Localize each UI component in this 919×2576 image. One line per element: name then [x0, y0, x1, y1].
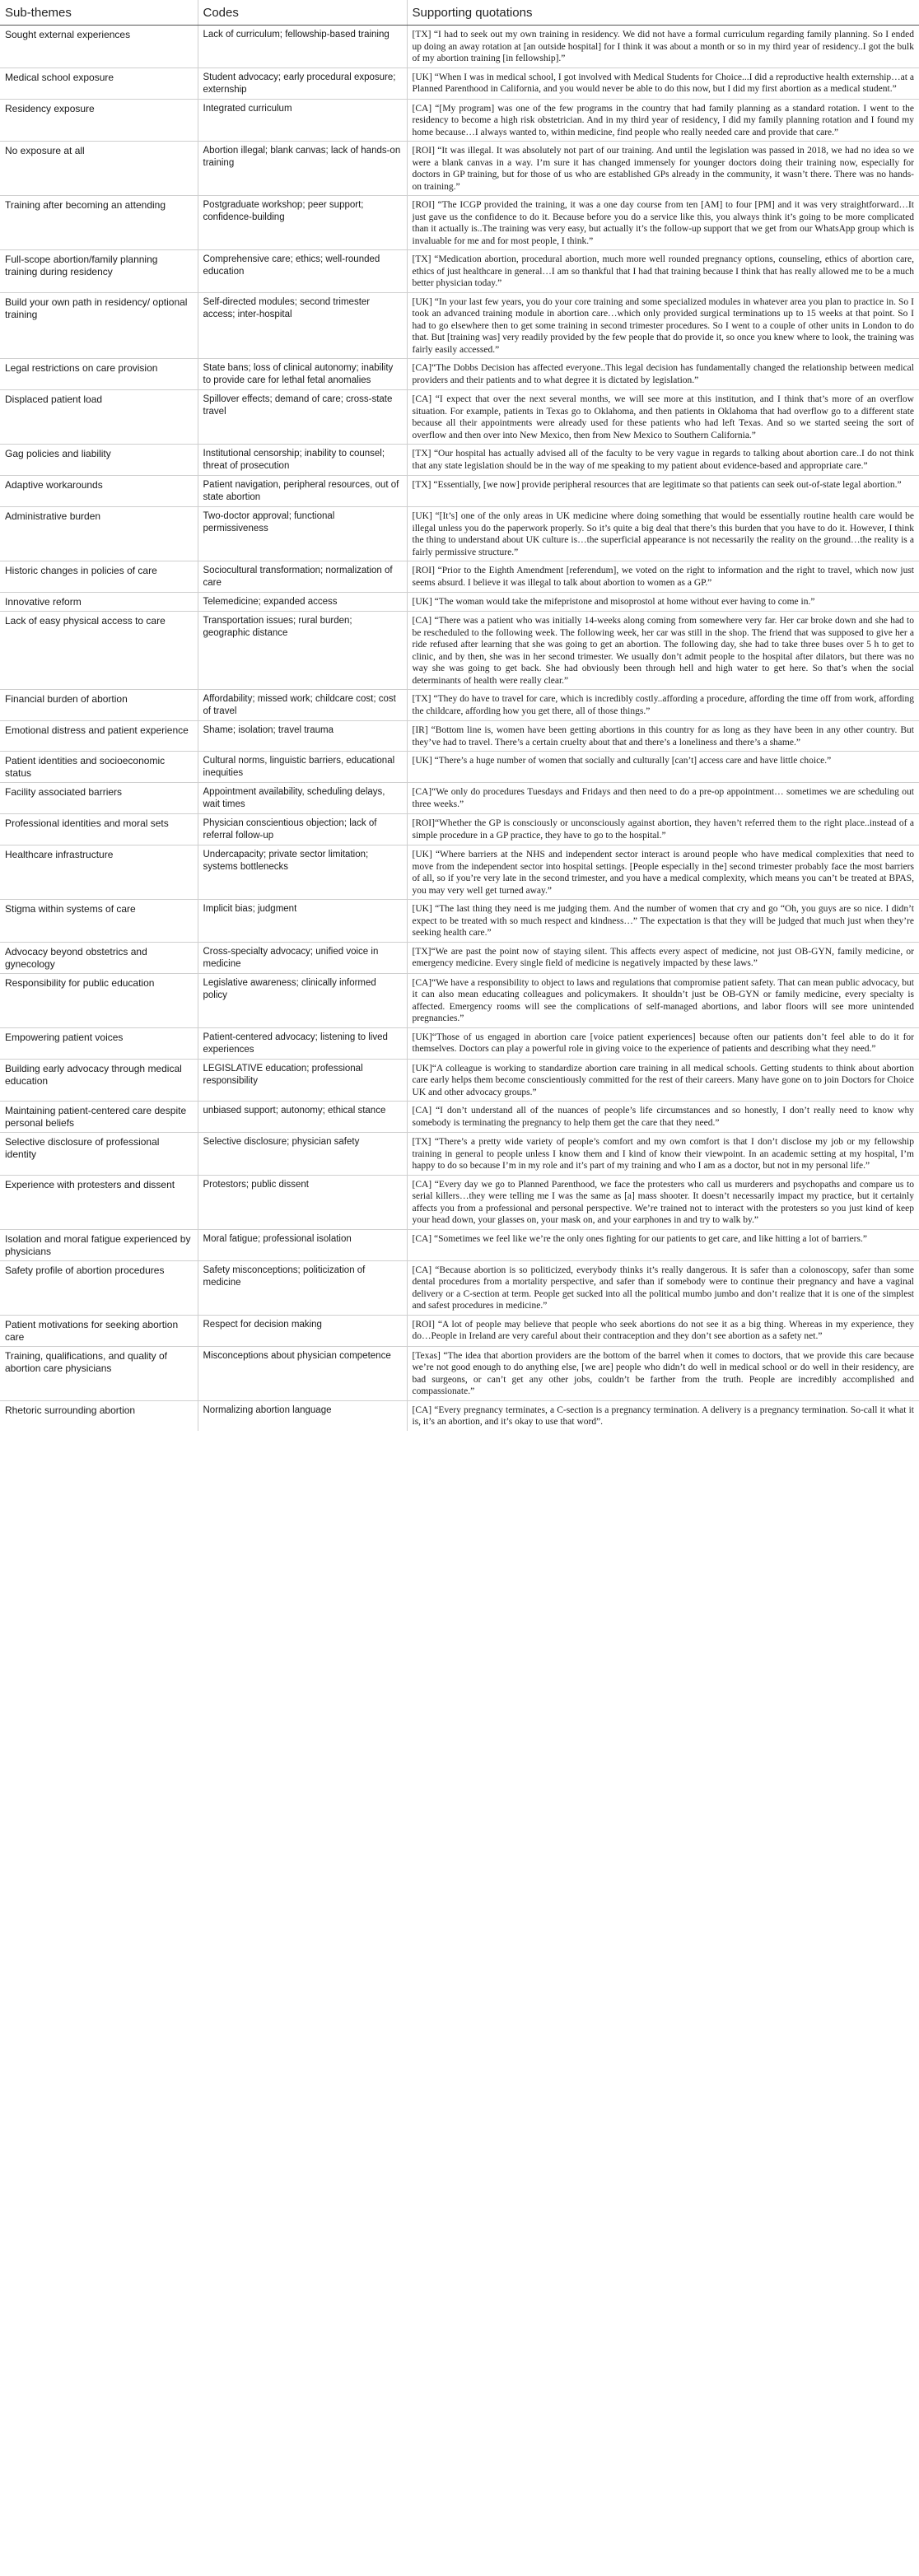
codes-cell: State bans; loss of clinical autonomy; inability to provide care for lethal fetal anomalies	[198, 359, 407, 390]
quotation-cell: [ROI]“Whether the GP is consciously or unconsciously against abortion, they haven’t referred them to the right place..instead of a simple procedure in a GP practice, they have to go to the hospital.”	[407, 814, 919, 845]
codes-cell: Normalizing abortion language	[198, 1400, 407, 1431]
quotation-cell: [CA] “Because abortion is so politicized, everybody thinks it’s really dangerous. It is safer than a colonoscopy, safer than some dental procedures from a mortality perspective, and safer than if somebody were to continue their pregnancy and have a vaginal delivery or a C-section at term. People get sucked into all the political mumbo jumbo and don’t realize that it is one of the simplest and safest procedures in medicine.”	[407, 1260, 919, 1315]
quotation-cell: [TX] “Our hospital has actually advised all of the faculty to be very vague in regards to talking about abortion care..I do not think that any state legislation should be in the way of me speaking to my patient about evidence-based and appropriate care.”	[407, 445, 919, 476]
codes-cell: LEGISLATIVE education; professional responsibility	[198, 1059, 407, 1102]
sub-theme-cell: Emotional distress and patient experience	[0, 721, 198, 752]
table-row	[0, 359, 919, 390]
quotation-cell: [UK] “When I was in medical school, I got involved with Medical Students for Choice...I did a reproductive health externship…at a Planned Parenthood in California, and you would never be able to do this now, but I did my first abortion as a medical student.”	[407, 68, 919, 99]
table-row	[0, 561, 919, 593]
table-row	[0, 721, 919, 752]
table-row	[0, 973, 919, 1027]
table-row	[0, 752, 919, 783]
quotation-cell: [TX]“We are past the point now of staying silent. This affects every aspect of medicine, not just OB-GYN, family medicine, or emergency medicine. Every single field of medicine is negatively impacted by these laws.”	[407, 942, 919, 973]
sub-theme-cell: Building early advocacy through medical education	[0, 1059, 198, 1102]
codes-cell: Protestors; public dissent	[198, 1175, 407, 1229]
sub-theme-cell: Lack of easy physical access to care	[0, 612, 198, 690]
sub-theme-cell: Administrative burden	[0, 507, 198, 561]
sub-theme-cell: Patient motivations for seeking abortion care	[0, 1315, 198, 1346]
sub-theme-cell: Stigma within systems of care	[0, 900, 198, 943]
table-row	[0, 1102, 919, 1133]
quotation-cell: [UK] “Where barriers at the NHS and independent sector interact is around people who have medical complexities that need to move from the independent sector into hospital settings. [People especially in the] second trimester probably face the most barriers of all, so if you’re very late in the second trimester, and you have a medical complexity, which means you can’t be treated at BPAS, you may very well get turned away.”	[407, 845, 919, 900]
codes-cell: Shame; isolation; travel trauma	[198, 721, 407, 752]
table-row	[0, 814, 919, 845]
quotation-cell: [UK] “[It’s] one of the only areas in UK medicine where doing something that would be essentially routine health care would be illegal unless you do the paperwork properly. So it’s quite a big deal that there’s this burden that you have to do it. However, I think the thing to understand about UK culture is…the superficial appearance is not necessarily the reality on the ground…the reality is a fairly permissive structure.”	[407, 507, 919, 561]
codes-cell: Integrated curriculum	[198, 99, 407, 142]
sub-theme-cell: Displaced patient load	[0, 390, 198, 445]
header-supporting-quotations: Supporting quotations	[407, 0, 919, 26]
sub-theme-cell: Selective disclosure of professional identity	[0, 1133, 198, 1176]
table-row	[0, 1315, 919, 1346]
sub-theme-cell: Full-scope abortion/family planning training during residency	[0, 250, 198, 293]
quotation-cell: [CA] “I don’t understand all of the nuances of people’s life circumstances and so honestly, I don’t really need to know why somebody is terminating the pregnancy to help them get the care that they need.”	[407, 1102, 919, 1133]
codes-cell: Patient navigation, peripheral resources, out of state abortion	[198, 476, 407, 507]
quotation-cell: [UK] “In your last few years, you do your core training and some specialized modules in whatever area you plan to practice in. So I took an advanced training module in abortion care…which only provided surgical terminations up to 15 weeks at that point. So I had to go elsewhere then to get some training in second trimester procedures. So I went to a couple of other units in London to do that. But [training was] very readily provided by the few people that do provide it, so once you knew where to look, the training was fairly easily accessed.”	[407, 292, 919, 359]
sub-theme-cell: Medical school exposure	[0, 68, 198, 99]
table-row	[0, 390, 919, 445]
table-row	[0, 292, 919, 359]
table-row	[0, 612, 919, 690]
quotation-cell: [CA] “Sometimes we feel like we’re the only ones fighting for our patients to get care, and like hitting a lot of barriers.”	[407, 1229, 919, 1260]
sub-theme-cell: Training, qualifications, and quality of abortion care physicians	[0, 1346, 198, 1400]
sub-theme-cell: Financial burden of abortion	[0, 690, 198, 721]
table-row	[0, 476, 919, 507]
codes-cell: Transportation issues; rural burden; geographic distance	[198, 612, 407, 690]
quotation-cell: [ROI] “It was illegal. It was absolutely not part of our training. And until the legislation was passed in 2018, we had no idea so we were a blank canvas in a way. I’m sure it has changed immensely for younger doctors doing their training now, especially for doctors in GP training, but for those of us who are established GPs already in the community, it wasn’t there. There was no hands-on training.”	[407, 142, 919, 196]
codes-cell: Comprehensive care; ethics; well-rounded education	[198, 250, 407, 293]
quotation-cell: [UK] “The last thing they need is me judging them. And the number of women that cry and go “Oh, you guys are so nice. I didn’t expect to be treated with so much respect and kindness…” The expectation is that they will be judged that much just when they’re seeking health care.”	[407, 900, 919, 943]
table-row	[0, 845, 919, 900]
quotation-cell: [UK]“Those of us engaged in abortion care [voice patient experiences] because often our patients don’t feel able to do it for themselves. Doctors can play a powerful role in giving voice to the experience of patients and describing what they need.”	[407, 1027, 919, 1059]
codes-cell: Cultural norms, linguistic barriers, educational inequities	[198, 752, 407, 783]
table-body	[0, 26, 919, 1431]
sub-theme-cell: Advocacy beyond obstetrics and gynecology	[0, 942, 198, 973]
quotation-cell: [TX] “Essentially, [we now] provide peripheral resources that are legitimate so that patients can seek out-of-state legal abortion.”	[407, 476, 919, 507]
sub-theme-cell: Maintaining patient-centered care despite personal beliefs	[0, 1102, 198, 1133]
quotation-cell: [CA] “There was a patient who was initially 14-weeks along coming from somewhere very far. Her car broke down and she had to be rescheduled to the following week. The following week, her car was still in the shop. The friend that was supposed to give her a ride refused after learning that she was going to get an abortion. The following day, she had to take three buses over 5 h to get to clinic, and by then, she was in her second trimester. We usually don’t admit people to the hospital after dilators, but there was no way she was going to get back. She had obviously been through hell and high water to get here. So that’s when the social determinants of health were really clear.”	[407, 612, 919, 690]
codes-cell: Sociocultural transformation; normalization of care	[198, 561, 407, 593]
codes-cell: Misconceptions about physician competence	[198, 1346, 407, 1400]
codes-cell: Postgraduate workshop; peer support; confidence-building	[198, 196, 407, 250]
codes-cell: Lack of curriculum; fellowship-based training	[198, 26, 407, 68]
codes-cell: Physician conscientious objection; lack of referral follow-up	[198, 814, 407, 845]
quotation-cell: [CA]“We only do procedures Tuesdays and Fridays and then need to do a pre-op appointment… sometimes we are scheduling out three weeks.”	[407, 783, 919, 814]
quotation-cell: [UK]“A colleague is working to standardize abortion care training in all medical schools. Getting students to think about abortion care early helps them become conscientiously committed for the rest of their careers. Many have gone on to join Doctors for Choice UK and other advocacy groups.”	[407, 1059, 919, 1102]
table-row	[0, 1346, 919, 1400]
table-row	[0, 593, 919, 612]
header-codes: Codes	[198, 0, 407, 26]
table-row	[0, 99, 919, 142]
codes-cell: Undercapacity; private sector limitation; systems bottlenecks	[198, 845, 407, 900]
quotation-cell: [CA] “Every day we go to Planned Parenthood, we face the protesters who call us murderers and psychopaths and compare us to serial killers…they were telling me I was the same as [a] mass shooter. It doesn’t necessarily impact my practice, but it certainly affects you from a professional and personal perspective. We’re trained not to interact with the protesters so you just kind of keep your head down, your glasses on, your mask on, and your earphones in and try to walk by.”	[407, 1175, 919, 1229]
table-row	[0, 1400, 919, 1431]
codes-cell: Affordability; missed work; childcare cost; cost of travel	[198, 690, 407, 721]
quotation-cell: [UK] “The woman would take the mifepristone and misoprostol at home without ever having to come in.”	[407, 593, 919, 612]
quotation-cell: [TX] “I had to seek out my own training in residency. We did not have a formal curriculum regarding family planning. So I ended up doing an away rotation at [an outside hospital] for I think it was about a month or so in my third year of residency..I got the bulk of my abortion training [in fellowship].”	[407, 26, 919, 68]
sub-theme-cell: Legal restrictions on care provision	[0, 359, 198, 390]
sub-theme-cell: Responsibility for public education	[0, 973, 198, 1027]
table-row	[0, 445, 919, 476]
table-row	[0, 1175, 919, 1229]
table-row	[0, 1133, 919, 1176]
codes-cell: Institutional censorship; inability to counsel; threat of prosecution	[198, 445, 407, 476]
codes-cell: Respect for decision making	[198, 1315, 407, 1346]
sub-theme-cell: Experience with protesters and dissent	[0, 1175, 198, 1229]
table-row	[0, 1059, 919, 1102]
quotation-cell: [TX] “They do have to travel for care, which is incredibly costly..affording a procedure, affording the time off from work, affording the childcare, affording how you get there, all of those things.”	[407, 690, 919, 721]
sub-theme-cell: Residency exposure	[0, 99, 198, 142]
table-row	[0, 690, 919, 721]
sub-theme-cell: Sought external experiences	[0, 26, 198, 68]
quotation-cell: [UK] “There’s a huge number of women that socially and culturally [can’t] access care and have little choice.”	[407, 752, 919, 783]
sub-theme-cell: Gag policies and liability	[0, 445, 198, 476]
codes-cell: Legislative awareness; clinically informed policy	[198, 973, 407, 1027]
sub-theme-cell: Historic changes in policies of care	[0, 561, 198, 593]
quotation-cell: [IR] “Bottom line is, women have been getting abortions in this country for as long as they have been in any other country. But they’ve had to travel. There’s a certain cruelty about that and there’s a loneliness and there’s a shame.”	[407, 721, 919, 752]
quotation-cell: [CA]“We have a responsibility to object to laws and regulations that compromise patient safety. That can mean public advocacy, but it can also mean educating colleagues and policymakers. It shouldn’t just be OB-GYN or family medicine, every specialty is affected. Emergency rooms will see the complications of self-managed abortions, and labor floors will see more unintended pregnancies.”	[407, 973, 919, 1027]
quotation-cell: [CA] “[My program] was one of the few programs in the country that had family planning as a standard rotation. I went to the residency to become a high risk obstetrician. And in my third year of residency, I did my family planning rotation and I found my home because…I always wanted to, within medicine, find people who really needed care and provide that care.”	[407, 99, 919, 142]
quotation-cell: [CA]“The Dobbs Decision has affected everyone..This legal decision has fundamentally changed the relationship between medical providers and their patients and to what degree it is dictated by legislation.”	[407, 359, 919, 390]
sub-theme-cell: Professional identities and moral sets	[0, 814, 198, 845]
table-row	[0, 900, 919, 943]
codes-cell: Two-doctor approval; functional permissiveness	[198, 507, 407, 561]
codes-cell: Appointment availability, scheduling delays, wait times	[198, 783, 407, 814]
codes-cell: Telemedicine; expanded access	[198, 593, 407, 612]
sub-theme-cell: Build your own path in residency/ optional training	[0, 292, 198, 359]
header-row	[0, 0, 919, 26]
codes-cell: Safety misconceptions; politicization of medicine	[198, 1260, 407, 1315]
sub-theme-cell: Adaptive workarounds	[0, 476, 198, 507]
quotation-cell: [CA] “Every pregnancy terminates, a C-section is a pregnancy termination. A delivery is a pregnancy termination. So-call it what it is, it’s an abortion, and it’s okay to use that word”.	[407, 1400, 919, 1431]
table-row	[0, 26, 919, 68]
table-row	[0, 1027, 919, 1059]
quotation-cell: [TX] “Medication abortion, procedural abortion, much more well rounded pregnancy options, counseling, ethics of abortion care, ethics of just healthcare in general…I am so thankful that I had that training because I think that has really allowed me to be a much better physician today.”	[407, 250, 919, 293]
codes-cell: Self-directed modules; second trimester access; inter-hospital	[198, 292, 407, 359]
table-row	[0, 1260, 919, 1315]
table-row	[0, 942, 919, 973]
sub-theme-cell: Training after becoming an attending	[0, 196, 198, 250]
codes-cell: Patient-centered advocacy; listening to lived experiences	[198, 1027, 407, 1059]
codes-cell: Selective disclosure; physician safety	[198, 1133, 407, 1176]
sub-theme-cell: Isolation and moral fatigue experienced by physicians	[0, 1229, 198, 1260]
codes-cell: Student advocacy; early procedural exposure; externship	[198, 68, 407, 99]
sub-theme-cell: Healthcare infrastructure	[0, 845, 198, 900]
codes-cell: Implicit bias; judgment	[198, 900, 407, 943]
sub-theme-cell: Empowering patient voices	[0, 1027, 198, 1059]
quotation-cell: [Texas] “The idea that abortion providers are the bottom of the barrel when it comes to doctors, that we provide this care because we’re not good enough to do anything else, [we are] people who didn’t do well in medical school or do well in their residency, are bad surgeons, or can’t get any other jobs, couldn’t be farther from the truth. People are incredibly accomplished and compassionate.”	[407, 1346, 919, 1400]
sub-theme-cell: Patient identities and socioeconomic status	[0, 752, 198, 783]
table-row	[0, 142, 919, 196]
table-row	[0, 1229, 919, 1260]
sub-theme-cell: Facility associated barriers	[0, 783, 198, 814]
codes-cell: Cross-specialty advocacy; unified voice in medicine	[198, 942, 407, 973]
sub-theme-cell: Safety profile of abortion procedures	[0, 1260, 198, 1315]
codes-cell: unbiased support; autonomy; ethical stance	[198, 1102, 407, 1133]
sub-theme-cell: Innovative reform	[0, 593, 198, 612]
codes-cell: Spillover effects; demand of care; cross-state travel	[198, 390, 407, 445]
sub-theme-cell: Rhetoric surrounding abortion	[0, 1400, 198, 1431]
quotation-cell: [CA] “I expect that over the next several months, we will see more at this institution, and I think that’s more of an overflow situation. For example, patients in Texas go to Oklahoma, and then patients in Oklahoma that had overflow go to a different state because all their appointments were already used for these patients who had left Texas. And so we started seeing the sort of overflow and then over into New Mexico, then from New Mexico to Southern California.”	[407, 390, 919, 445]
table-row	[0, 196, 919, 250]
codes-cell: Moral fatigue; professional isolation	[198, 1229, 407, 1260]
quotation-cell: [ROI] “Prior to the Eighth Amendment [referendum], we voted on the right to information and the right to travel, which now just seems absurd. I believe it was illegal to talk about abortion to women as a GP.”	[407, 561, 919, 593]
table-row	[0, 783, 919, 814]
quotation-cell: [ROI] “The ICGP provided the training, it was a one day course from ten [AM] to four [PM] and it was very straightforward…It just gave us the confidence to do it. Because before you do a service like this, you always think it’s going to be more complicated than it actually is..The training was very easy, but actually it’s the follow-up support that we get from our WhatsApp group which is invaluable for me and for most people, I think.”	[407, 196, 919, 250]
table-row	[0, 507, 919, 561]
table-row	[0, 250, 919, 293]
codes-cell: Abortion illegal; blank canvas; lack of hands-on training	[198, 142, 407, 196]
quotation-cell: [TX] “There’s a pretty wide variety of people’s comfort and my own comfort is that I don’t disclose my job or my fellowship training in general to people unless I know them and I kind of know their viewpoint. In an academic setting at my hospital, I’m happy to do so because I’m in my role and it’s part of my training and who I am as a doctor, but not in my personal life.”	[407, 1133, 919, 1176]
table-row	[0, 68, 919, 99]
sub-theme-cell: No exposure at all	[0, 142, 198, 196]
header-sub-themes: Sub-themes	[0, 0, 198, 26]
quotation-cell: [ROI] “A lot of people may believe that people who seek abortions do not see it as a big thing. Whereas in my experience, they do…People in Ireland are very careful about their contraception and they don’t see abortion as a safety net.”	[407, 1315, 919, 1346]
